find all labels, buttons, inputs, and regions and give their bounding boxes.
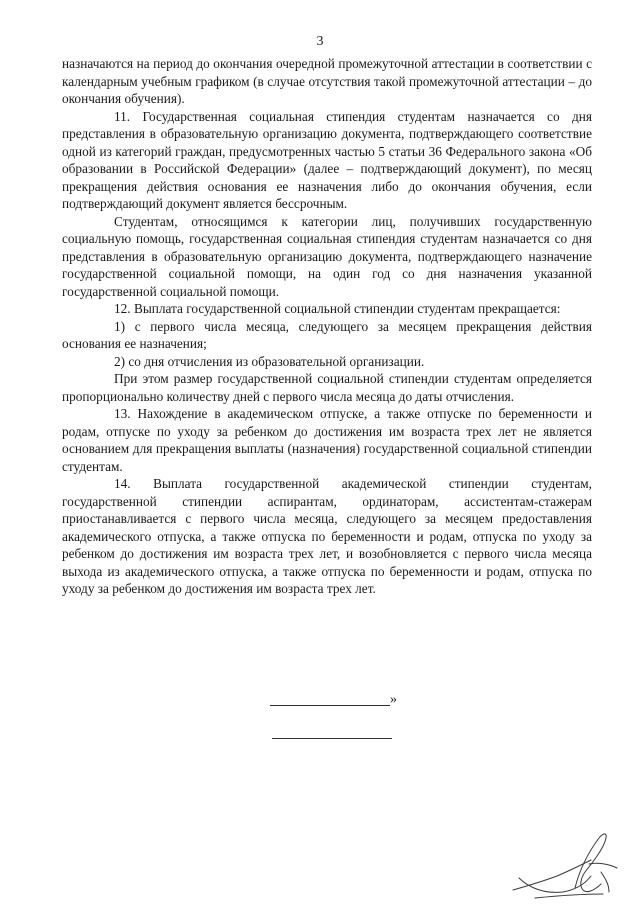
paragraph: 14. Выплата государственной академической стипендии студентам, государственной стипендии аспирантам, ординаторам, ассистентам-стажерам приостанавливается с первого числа месяца, следующего за месяцем предоставления академического отпуска, а также отпуска по беременности и родам, отпуска по уходу за ребенком до достижения им возраста трех лет, и возобновляется с первого числа месяца выхода из академического отпуска, а также отпуска по беременности и родам, отпуска по уходу за ребенком до достижения им возраста трех лет. [62, 476, 592, 596]
closing-rule [270, 705, 390, 706]
paragraph: 11. Государственная социальная стипендия студентам назначается со дня представления в образовательную организацию документа, подтверждающего соответствие одной из категорий граждан, предусмотренных частью 5 статьи 36 Федерального закона «Об образовании в Российской Федерации» (далее – подтверждающий документ), по месяц прекращения действия основания ее назначения либо до окончания обучения, если подтверждающий документ является бессрочным. [62, 108, 592, 211]
handwritten-signature [505, 828, 625, 903]
end-rule [272, 738, 392, 739]
paragraph: 2) со дня отчисления из образовательной организации. [114, 353, 425, 369]
paragraph: Студентам, относящимся к категории лиц, получивших государственную социальную помощь, государственная социальная стипендия студентам назначается со дня представления в образовательную организацию документа, подтверждающего назначение государственной социальной помощи, на один год со дня назначения указанной государственной социальной помощи. [62, 213, 592, 299]
paragraph: При этом размер государственной социальной стипендии студентам определяется пропорционально количеству дней с первого числа месяца до даты отчисления. [62, 371, 592, 404]
closing-quote-mark: » [390, 692, 397, 707]
page-number: 3 [316, 34, 324, 49]
paragraph: 13. Нахождение в академическом отпуске, а также отпуске по беременности и родам, отпуске по уходу за ребенком до достижения им возраста трех лет не является основанием для прекращения выплаты (назначения) государственной социальной стипендии студентам. [62, 406, 592, 474]
paragraph: 1) с первого числа месяца, следующего за месяцем прекращения действия основания ее назначения; [62, 318, 592, 351]
document-body [62, 55, 592, 598]
paragraph: 12. Выплата государственной социальной стипендии студентам прекращается: [114, 301, 561, 316]
paragraph: назначаются на период до окончания очередной промежуточной аттестации в соответствии с календарным учебным графиком (в случае отсутствия такой промежуточной аттестации – до окончания обучения). [62, 56, 592, 106]
closing-quote-line [270, 692, 398, 708]
